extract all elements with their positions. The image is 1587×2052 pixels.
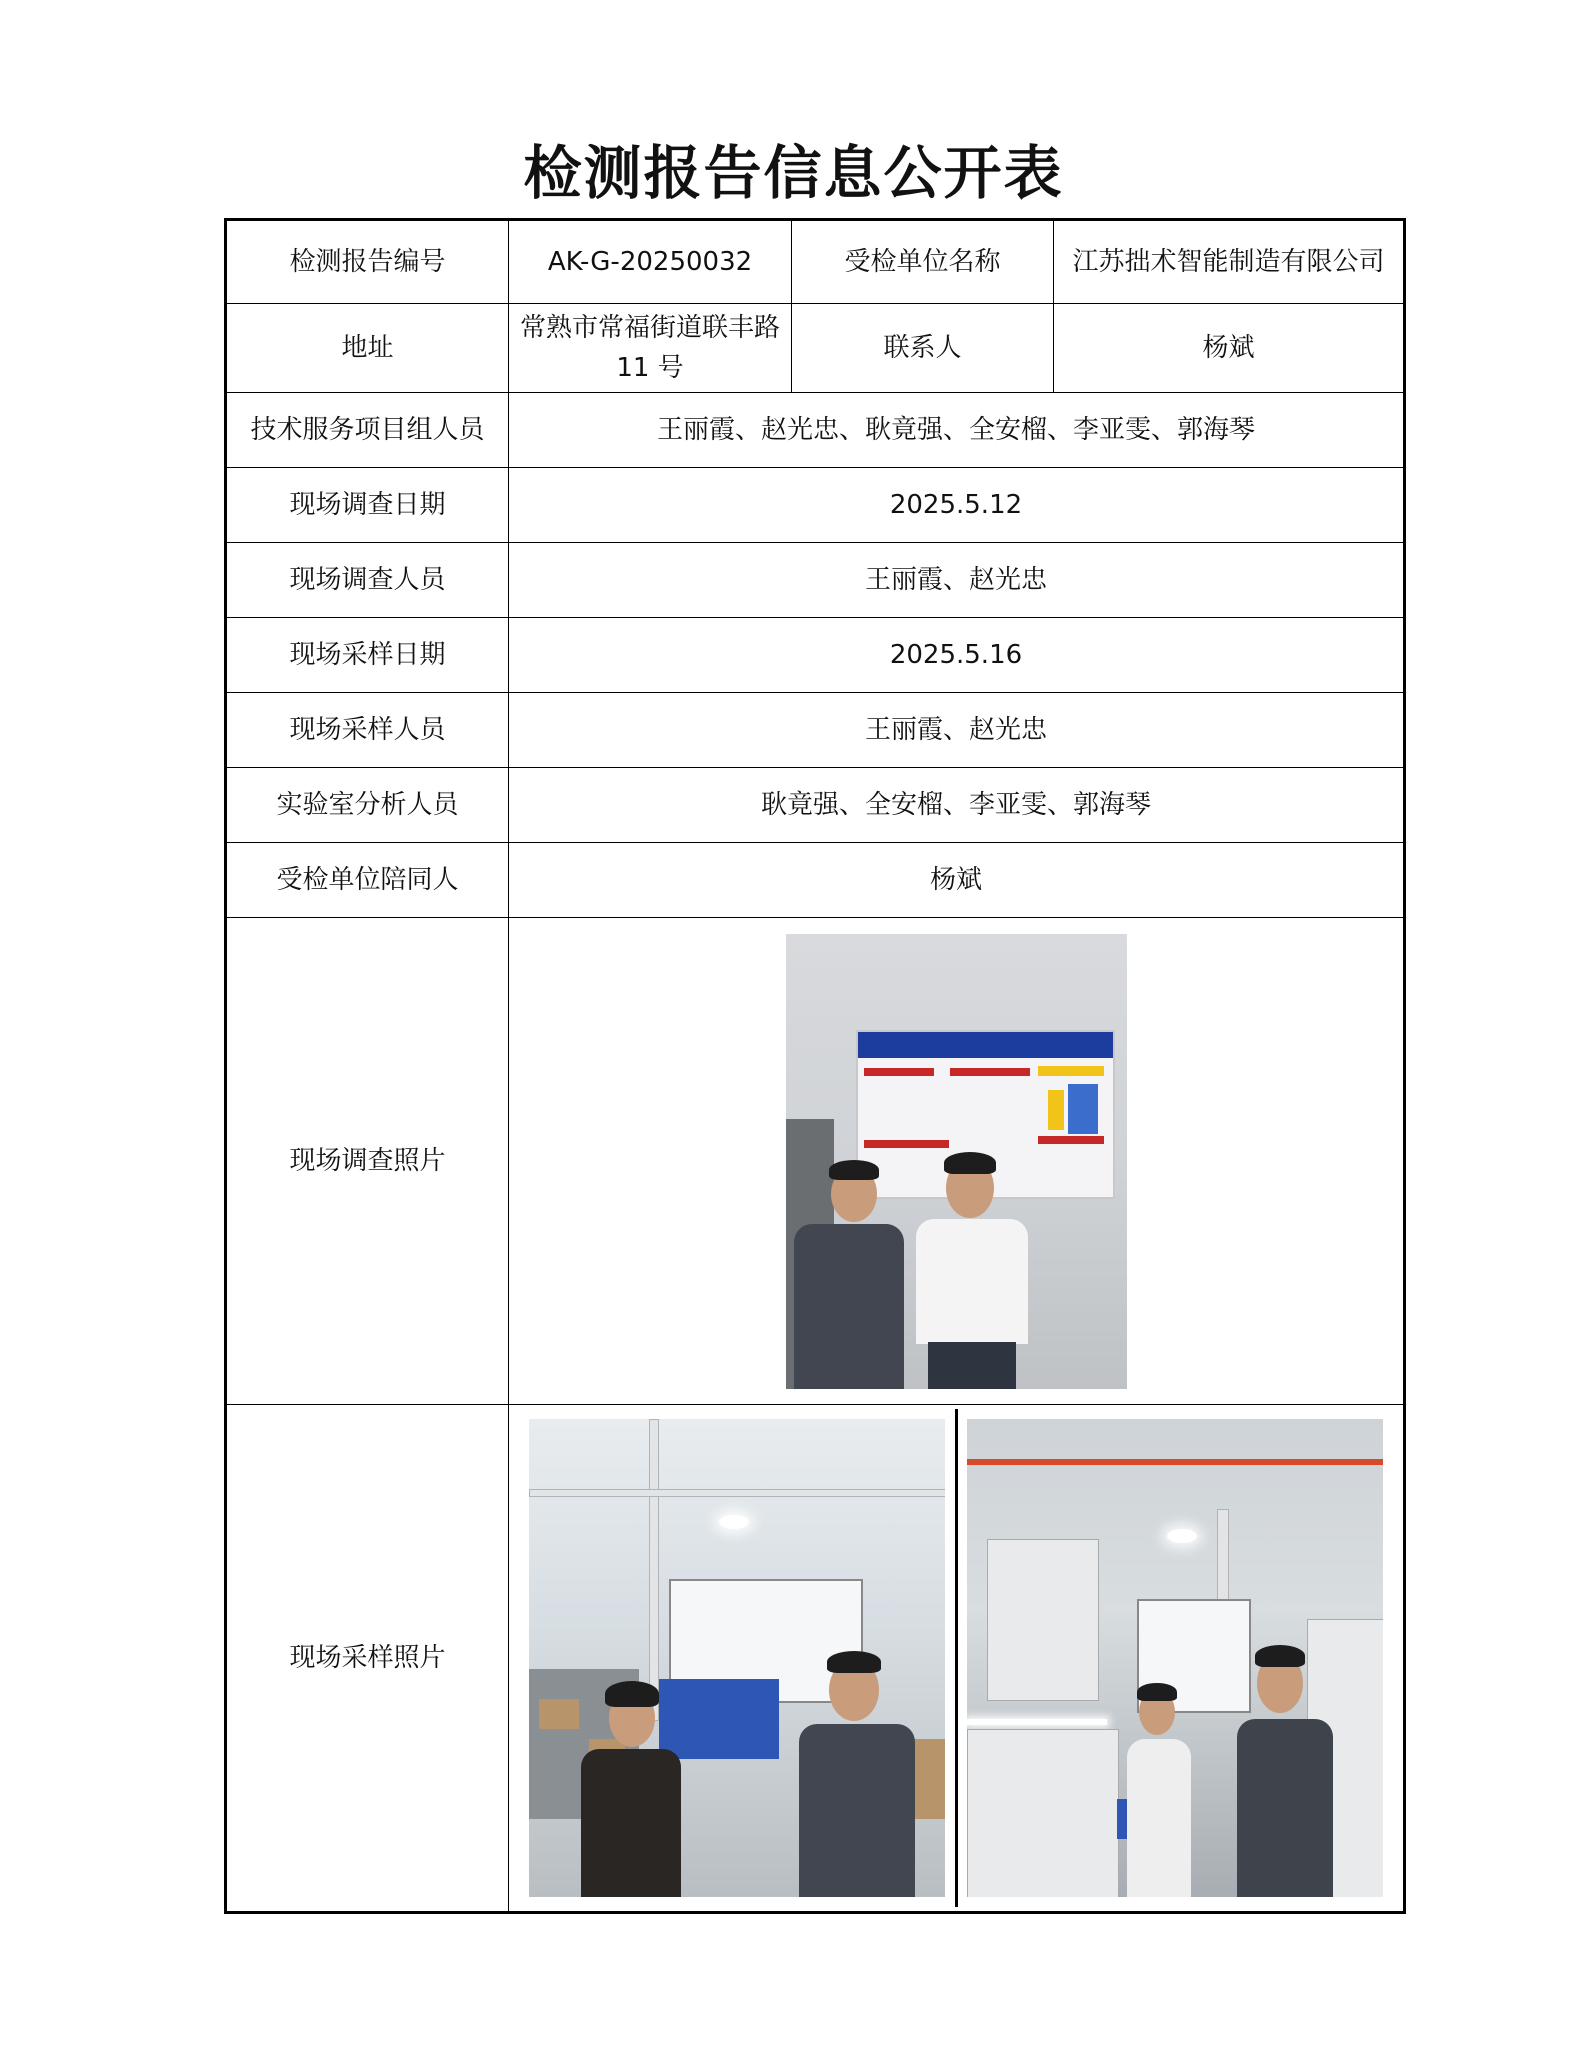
page-title: 检测报告信息公开表 [523, 139, 1064, 207]
row-value: 王丽霞、赵光忠 [509, 693, 1405, 768]
contact-label: 联系人 [792, 304, 1054, 393]
unit-name-label: 受检单位名称 [792, 220, 1054, 304]
table-row [226, 693, 1405, 768]
row-value: 2025.5.12 [509, 468, 1405, 543]
sampling-photo-label: 现场采样照片 [226, 1405, 509, 1913]
address-label: 地址 [226, 304, 509, 393]
row-label: 现场采样日期 [226, 618, 509, 693]
row-value: 杨斌 [509, 843, 1405, 918]
address-value: 常熟市常福街道联丰路 11 号 [509, 304, 792, 393]
report-no-label: 检测报告编号 [226, 220, 509, 304]
table-row [226, 304, 1405, 393]
row-value: 王丽霞、赵光忠 [509, 543, 1405, 618]
row-value: 王丽霞、赵光忠、耿竟强、全安榴、李亚雯、郭海琴 [509, 393, 1405, 468]
survey-photo-label: 现场调查照片 [226, 918, 509, 1405]
contact-value: 杨斌 [1054, 304, 1405, 393]
table-row [226, 1405, 1405, 1913]
report-table [224, 218, 1406, 1914]
row-value: 耿竟强、全安榴、李亚雯、郭海琴 [509, 768, 1405, 843]
unit-name-value: 江苏拙术智能制造有限公司 [1054, 220, 1405, 304]
row-value: 2025.5.16 [509, 618, 1405, 693]
table-row [226, 843, 1405, 918]
sampling-photo-cell [509, 1405, 1405, 1913]
table-row [226, 543, 1405, 618]
row-label: 现场调查日期 [226, 468, 509, 543]
report-no-value: AK-G-20250032 [509, 220, 792, 304]
survey-photo [786, 934, 1127, 1389]
table-row [226, 468, 1405, 543]
row-label: 现场采样人员 [226, 693, 509, 768]
survey-photo-cell [509, 918, 1405, 1405]
row-label: 现场调查人员 [226, 543, 509, 618]
row-label: 实验室分析人员 [226, 768, 509, 843]
table-row [226, 918, 1405, 1405]
row-label: 技术服务项目组人员 [226, 393, 509, 468]
table-row [226, 768, 1405, 843]
table-row [226, 220, 1405, 304]
row-label: 受检单位陪同人 [226, 843, 509, 918]
sampling-photo-2 [967, 1419, 1383, 1897]
sampling-photo-1 [529, 1419, 945, 1897]
table-row [226, 393, 1405, 468]
table-row [226, 618, 1405, 693]
